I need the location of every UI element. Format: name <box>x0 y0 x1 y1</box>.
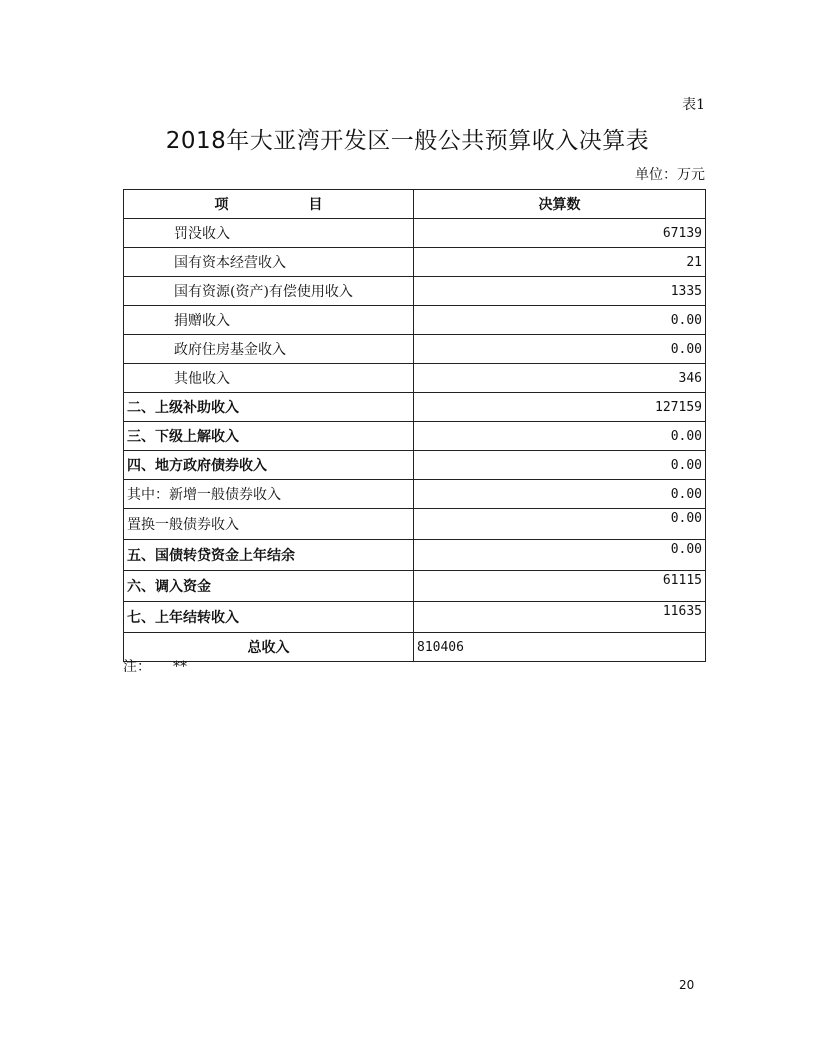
total-label: 总收入 <box>124 633 414 662</box>
table-row <box>124 509 706 540</box>
row-value: 11635 <box>414 602 706 633</box>
unit-label: 单位：万元 <box>635 167 705 183</box>
row-label: 七、上年结转收入 <box>124 602 414 633</box>
page-number: 20 <box>679 978 695 992</box>
table-row <box>124 393 706 422</box>
header-item-a: 项 <box>214 197 229 213</box>
row-label: 置换一般债券收入 <box>124 509 414 540</box>
table-row <box>124 306 706 335</box>
row-label: 国有资本经营收入 <box>124 248 414 277</box>
table-row <box>124 248 706 277</box>
row-label: 政府住房基金收入 <box>124 335 414 364</box>
row-label: 四、地方政府债券收入 <box>124 451 414 480</box>
header-item-b: 目 <box>308 197 323 213</box>
total-value: 810406 <box>414 633 706 662</box>
budget-revenue-table <box>123 189 706 662</box>
row-label: 二、上级补助收入 <box>124 393 414 422</box>
row-value: 67139 <box>414 219 706 248</box>
row-value: 0.00 <box>414 335 706 364</box>
row-value: 0.00 <box>414 451 706 480</box>
table-row <box>124 602 706 633</box>
row-label: 罚没收入 <box>124 219 414 248</box>
row-label: 三、下级上解收入 <box>124 422 414 451</box>
row-value: 1335 <box>414 277 706 306</box>
table-row <box>124 480 706 509</box>
header-amount: 决算数 <box>414 190 706 219</box>
total-row <box>124 633 706 662</box>
table-header-row <box>124 190 706 219</box>
table-row <box>124 277 706 306</box>
row-label: 六、调入资金 <box>124 571 414 602</box>
table-row <box>124 364 706 393</box>
row-label: 其他收入 <box>124 364 414 393</box>
row-value: 127159 <box>414 393 706 422</box>
table-row <box>124 422 706 451</box>
table-row <box>124 451 706 480</box>
row-value: 0.00 <box>414 540 706 571</box>
page-title: 2018年大亚湾开发区一般公共预算收入决算表 <box>165 128 650 154</box>
note-mark: ** <box>173 659 187 675</box>
row-value: 21 <box>414 248 706 277</box>
table-note <box>123 656 187 676</box>
table-row <box>124 540 706 571</box>
row-value: 0.00 <box>414 306 706 335</box>
table-row <box>124 335 706 364</box>
header-item <box>124 190 414 219</box>
row-value: 61115 <box>414 571 706 602</box>
note-label: 注： <box>123 659 151 675</box>
row-value: 0.00 <box>414 480 706 509</box>
row-value: 346 <box>414 364 706 393</box>
row-label: 捐赠收入 <box>124 306 414 335</box>
table-number: 表1 <box>682 97 705 113</box>
row-value: 0.00 <box>414 509 706 540</box>
row-label: 其中：新增一般债券收入 <box>124 480 414 509</box>
row-label: 五、国债转贷资金上年结余 <box>124 540 414 571</box>
row-label: 国有资源(资产)有偿使用收入 <box>124 277 414 306</box>
table-row <box>124 571 706 602</box>
table-row <box>124 219 706 248</box>
row-value: 0.00 <box>414 422 706 451</box>
